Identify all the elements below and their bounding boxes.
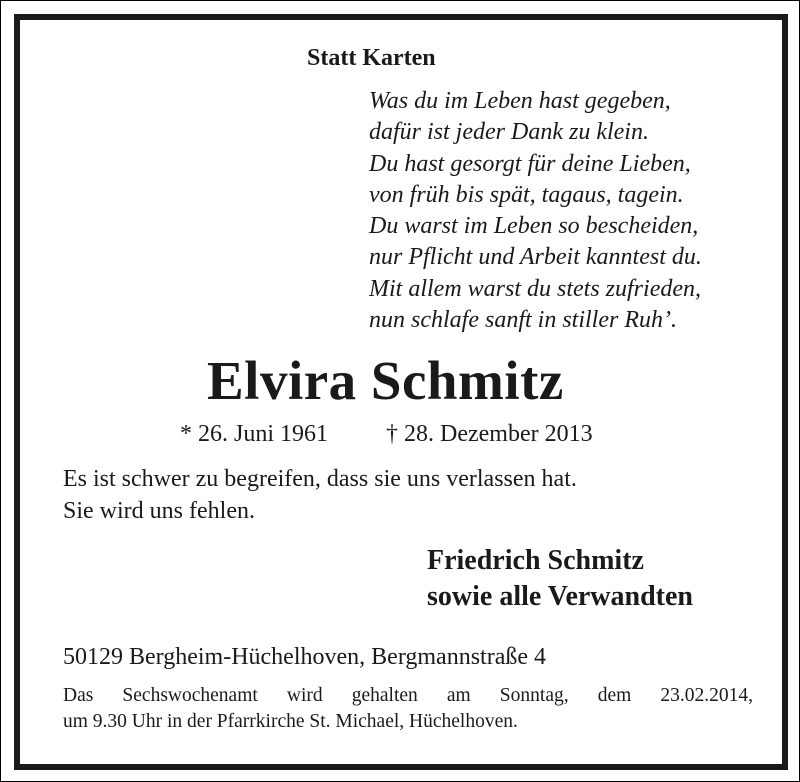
signer-name: Friedrich Schmitz: [427, 545, 644, 576]
poem-line: nun schlafe sanft in stiller Ruh’.: [369, 307, 677, 334]
deceased-name: Elvira Schmitz: [207, 350, 564, 411]
poem-line: Du hast gesorgt für deine Lieben,: [369, 150, 691, 177]
service-line: Das Sechswochenamt wird gehalten am Sonntag, dem 23.02.2014,: [63, 685, 753, 706]
poem-line: Was du im Leben hast gegeben,: [369, 88, 671, 114]
family-address: 50129 Bergheim-Hüchelhoven, Bergmannstraße 4: [63, 644, 546, 670]
poem-line: nur Pflicht und Arbeit kanntest du.: [369, 244, 702, 271]
death-date: † 28. Dezember 2013: [386, 421, 593, 447]
birth-date: * 26. Juni 1961: [180, 421, 329, 447]
signer-relatives: sowie alle Verwandten: [427, 581, 693, 612]
poem-line: Du warst im Leben so bescheiden,: [369, 213, 699, 240]
poem-line: von früh bis spät, tagaus, tagein.: [369, 181, 684, 208]
signer-block: [427, 543, 693, 615]
message-line: Es ist schwer zu begreifen, dass sie uns verlassen hat.: [63, 466, 577, 492]
service-line: um 9.30 Uhr in der Pfarrkirche St. Michael, Hüchelhoven.: [63, 711, 518, 732]
header-statt-karten: Statt Karten: [307, 45, 436, 71]
condolence-message: [63, 463, 577, 527]
service-announcement: [63, 683, 753, 735]
poem-line: dafür ist jeder Dank zu klein.: [369, 119, 649, 146]
poem-line: Mit allem warst du stets zufrieden,: [369, 275, 701, 302]
memorial-poem: [369, 86, 702, 336]
message-line: Sie wird uns fehlen.: [63, 498, 255, 524]
